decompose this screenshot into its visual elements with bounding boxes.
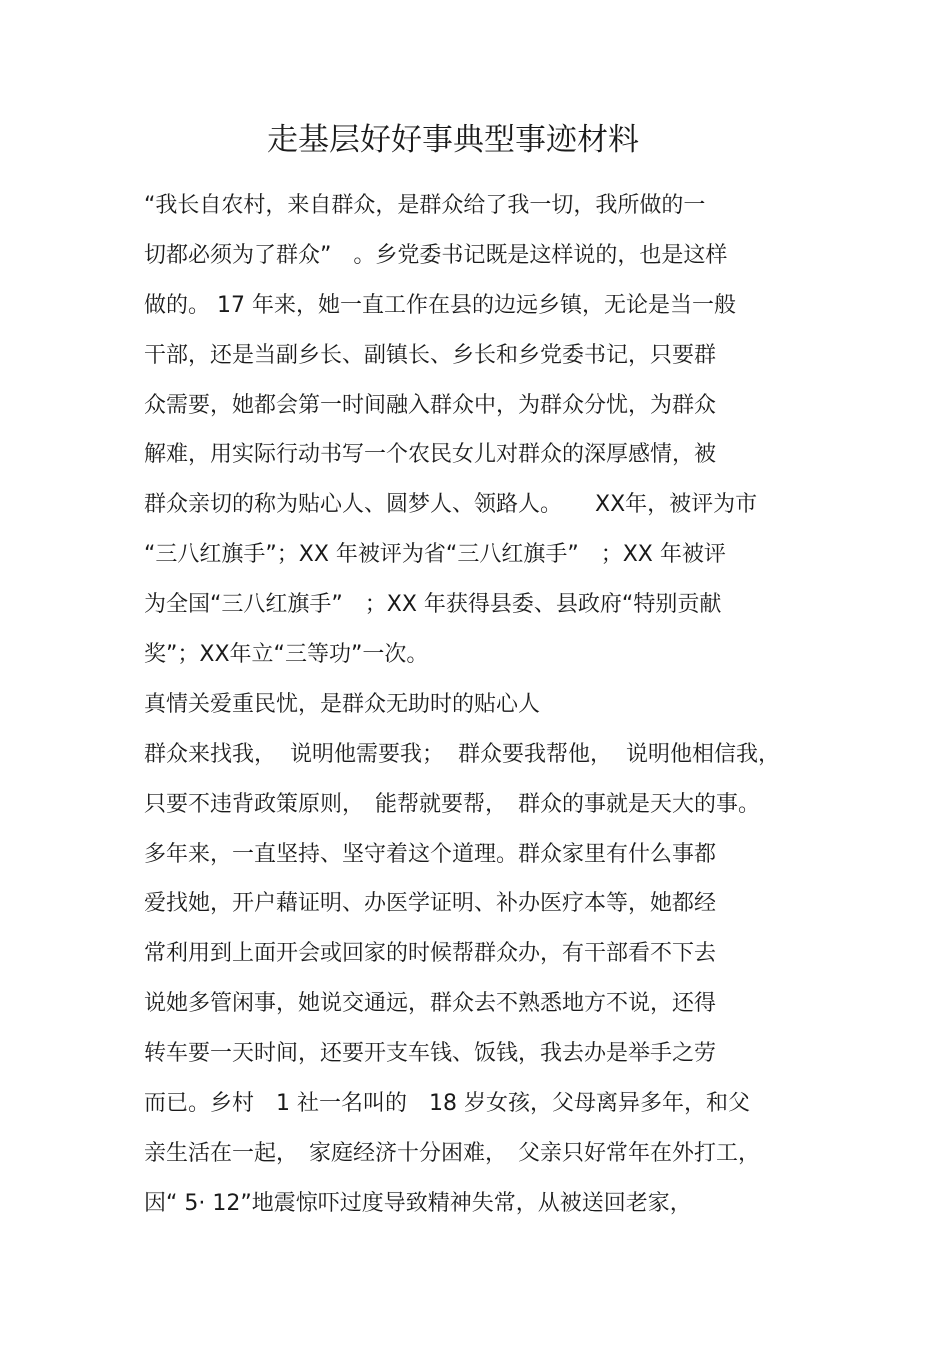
body-line-16: 常利用到上面开会或回家的时候帮群众办，有干部看不下去 xyxy=(144,941,717,967)
body-line-20: 亲生活在一起， 家庭经济十分困难， 父亲只好常年在外打工， xyxy=(144,1140,761,1166)
document-title: 走基层好好事典型事迹材料 xyxy=(267,122,639,158)
body-line-6: 解难，用实际行动书写一个农民女儿对群众的深厚感情，被 xyxy=(144,442,717,468)
body-line-17: 说她多管闲事，她说交通远，群众去不熟悉地方不说，还得 xyxy=(144,991,717,1017)
body-line-7: 群众亲切的称为贴心人、圆梦人、领路人。 XX年，被评为市 xyxy=(144,492,758,518)
body-line-12: 群众来找我， 说明他需要我； 群众要我帮他， 说明他相信我， xyxy=(144,741,780,767)
body-line-21: 因“ 5· 12”地震惊吓过度导致精神失常，从被送回老家， xyxy=(144,1190,692,1216)
body-line-18: 转车要一天时间，还要开支车钱、饭钱，我去办是举手之劳 xyxy=(144,1041,717,1067)
body-line-8: “三八红旗手”；XX 年被评为省“三八红旗手” ；XX 年被评 xyxy=(144,542,726,568)
body-line-15: 爱找她，开户藉证明、办医学证明、补办医疗本等，她都经 xyxy=(144,891,717,917)
body-line-10: 奖”；XX年立“三等功”一次。 xyxy=(144,642,429,668)
body-line-19: 而已。乡村 1 社一名叫的 18 岁女孩，父母离异多年，和父 xyxy=(144,1091,750,1117)
body-line-9: 为全国“三八红旗手” ；XX 年获得县委、县政府“特别贡献 xyxy=(144,592,722,618)
body-line-5: 众需要，她都会第一时间融入群众中，为群众分忧，为群众 xyxy=(144,392,717,418)
body-line-4: 干部，还是当副乡长、副镇长、乡长和乡党委书记，只要群 xyxy=(144,342,717,368)
document-body xyxy=(144,187,824,1235)
section-heading: 真情关爱重民忧，是群众无助时的贴心人 xyxy=(144,691,541,717)
body-line-2: 切都必须为了群众” 。乡党委书记既是这样说的，也是这样 xyxy=(144,242,728,268)
body-line-3: 做的。 17 年来，她一直工作在县的边远乡镇，无论是当一般 xyxy=(144,292,736,318)
body-line-13: 只要不违背政策原则， 能帮就要帮， 群众的事就是天大的事。 xyxy=(144,791,761,817)
body-line-1: “我长自农村，来自群众，是群众给了我一切，我所做的一 xyxy=(144,193,706,218)
body-line-14: 多年来，一直坚持、坚守着这个道理。群众家里有什么事都 xyxy=(144,841,717,867)
